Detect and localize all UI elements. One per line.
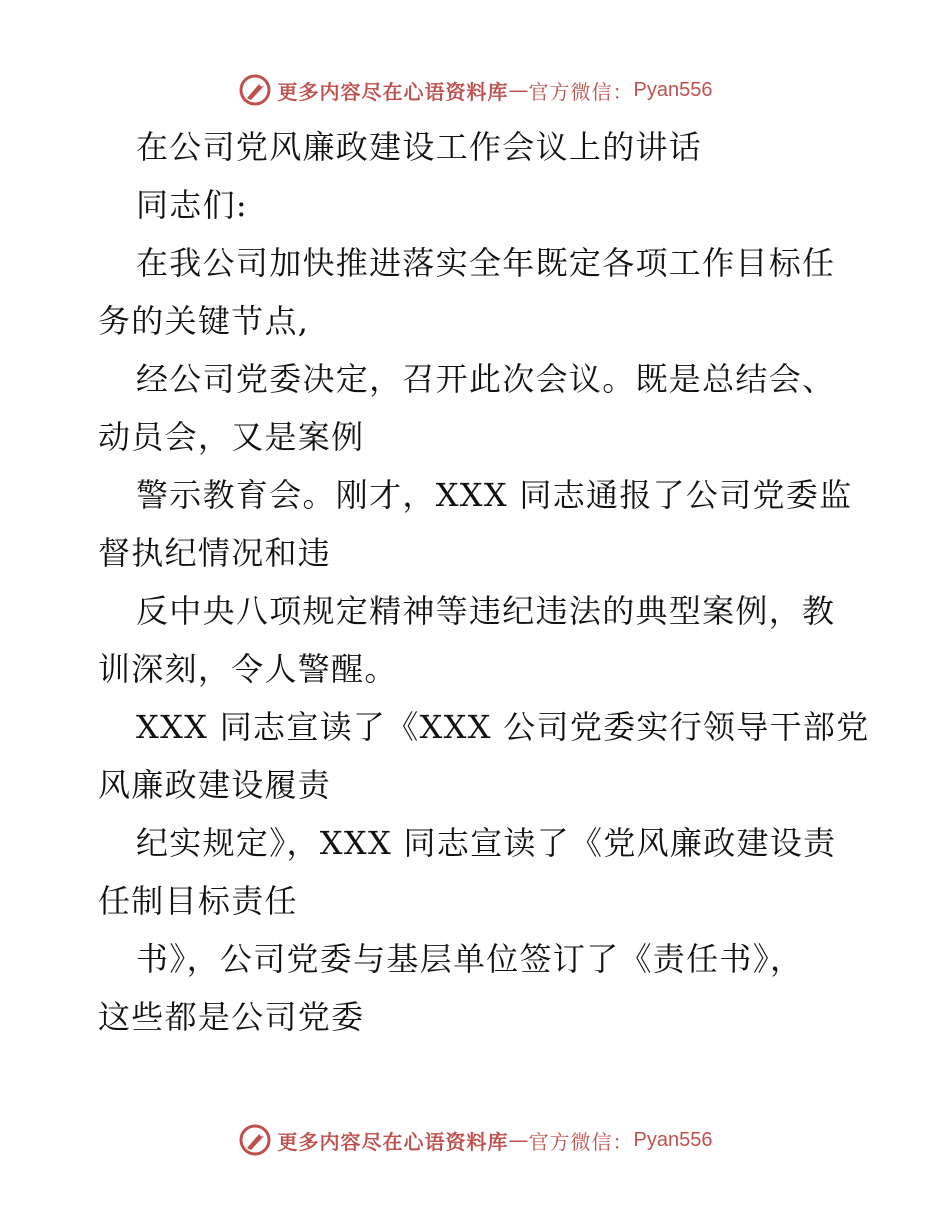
header-banner [0,70,950,110]
banner-wechat-id: Pyan556 [633,1128,713,1151]
body-line: 务的关键节点, [98,302,310,340]
body-line: 训深刻，令人警醒。 [98,650,398,688]
body-line: 这些都是公司党委 [98,998,365,1036]
body-line: 书》，公司党委与基层单位签订了《责任书》， [136,940,804,978]
banner-separator: — [508,78,529,102]
body-line: 反中央八项规定精神等违纪违法的典型案例，教 [136,592,836,630]
banner-wechat-id: Pyan556 [633,78,713,101]
pen-seal-logo-icon [238,1123,272,1157]
body-line: 纪实规定》，XXX 同志宣读了《党风廉政建设责 [136,824,837,862]
salutation: 同志们: [136,186,248,224]
body-line: 警示教育会。刚才，XXX 同志通报了公司党委监 [136,476,853,514]
body-line: XXX 同志宣读了《XXX 公司党委实行领导干部党 [136,708,870,746]
banner-brand: 更多内容尽在心语资料库 [277,79,509,104]
body-line: 风廉政建设履责 [98,766,332,804]
banner-brand: 更多内容尽在心语资料库 [277,1129,509,1154]
footer-banner [0,1120,950,1160]
document-body [98,118,870,1046]
body-line: 督执纪情况和违 [98,534,332,572]
banner-contact-label: 官方微信： [528,79,634,104]
document-title: 在公司党风廉政建设工作会议上的讲话 [136,128,703,166]
body-line: 动员会，又是案例 [98,418,365,456]
pen-seal-logo-icon [238,73,272,107]
body-line: 经公司党委决定，召开此次会议。既是总结会、 [136,360,836,398]
body-line: 在我公司加快推进落实全年既定各项工作目标任 [136,244,836,282]
banner-separator: — [508,1128,529,1152]
banner-contact-label: 官方微信： [528,1129,634,1154]
body-line: 任制目标责任 [98,882,298,920]
